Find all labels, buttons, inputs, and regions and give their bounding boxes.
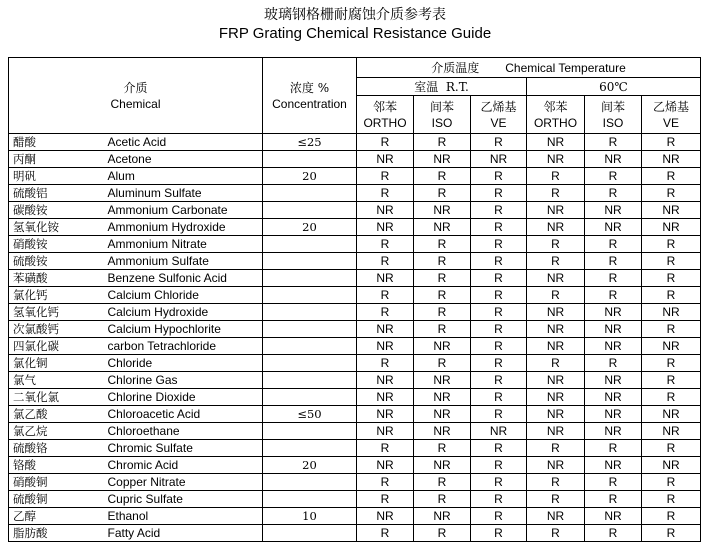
table-row: [9, 423, 701, 440]
chemical-name-en: Calcium Chloride: [106, 287, 263, 304]
rating-cell: R: [585, 253, 642, 270]
table-row: [9, 474, 701, 491]
rating-cell: R: [357, 168, 414, 185]
rating-cell: R: [527, 474, 585, 491]
chemical-name-cn: 苯磺酸: [9, 270, 106, 287]
concentration-cell: 20: [263, 168, 357, 185]
rating-cell: NR: [357, 406, 414, 423]
concentration-cell: [263, 270, 357, 287]
chemical-name-en: Benzene Sulfonic Acid: [106, 270, 263, 287]
header-concentration-cn: 浓度 %: [289, 80, 330, 95]
concentration-cell: [263, 253, 357, 270]
chemical-name-en: Chromic Acid: [106, 457, 263, 474]
chemical-name-en: Aluminum Sulfate: [106, 185, 263, 202]
chemical-name-cn: 硫酸铵: [9, 253, 106, 270]
rating-cell: R: [357, 440, 414, 457]
chemical-name-en: Copper Nitrate: [106, 474, 263, 491]
rating-cell: R: [642, 491, 701, 508]
rating-cell: R: [414, 321, 471, 338]
rating-cell: NR: [585, 457, 642, 474]
concentration-cell: [263, 423, 357, 440]
concentration-cell: [263, 321, 357, 338]
resin-cn: 间苯: [600, 99, 625, 114]
chemical-name-en: Ethanol: [106, 508, 263, 525]
chemical-name-en: Chromic Sulfate: [106, 440, 263, 457]
rating-cell: R: [414, 491, 471, 508]
rating-cell: R: [471, 355, 527, 372]
rating-cell: NR: [585, 304, 642, 321]
chemical-name-cn: 丙酮: [9, 151, 106, 168]
concentration-cell: [263, 287, 357, 304]
rating-cell: R: [414, 185, 471, 202]
rating-cell: NR: [357, 321, 414, 338]
rating-cell: NR: [357, 457, 414, 474]
rating-cell: R: [642, 253, 701, 270]
rating-cell: NR: [527, 508, 585, 525]
chemical-name-cn: 四氯化碳: [9, 338, 106, 355]
rating-cell: R: [642, 389, 701, 406]
rating-cell: R: [642, 525, 701, 542]
table-row: [9, 151, 701, 168]
chemical-name-cn: 氯乙酸: [9, 406, 106, 423]
rating-cell: R: [642, 185, 701, 202]
rating-cell: R: [585, 270, 642, 287]
rating-cell: R: [585, 355, 642, 372]
chemical-name-en: Ammonium Sulfate: [106, 253, 263, 270]
rating-cell: R: [527, 253, 585, 270]
rating-cell: NR: [642, 219, 701, 236]
rating-cell: R: [585, 236, 642, 253]
table-row: [9, 338, 701, 355]
table-row: [9, 185, 701, 202]
chemical-name-en: Cupric Sulfate: [106, 491, 263, 508]
rating-cell: R: [471, 321, 527, 338]
rating-cell: NR: [642, 457, 701, 474]
resin-cn: 乙烯基: [652, 99, 689, 114]
chemical-name-en: Calcium Hypochlorite: [106, 321, 263, 338]
rating-cell: NR: [414, 202, 471, 219]
rating-cell: R: [357, 185, 414, 202]
chemical-name-cn: 硝酸铜: [9, 474, 106, 491]
header-room-temp: [357, 78, 527, 96]
chemical-name-cn: 二氧化氯: [9, 389, 106, 406]
table-row: [9, 219, 701, 236]
rating-cell: NR: [357, 372, 414, 389]
rating-cell: NR: [585, 372, 642, 389]
chemical-name-cn: 氯化铜: [9, 355, 106, 372]
rating-cell: R: [527, 236, 585, 253]
rating-cell: R: [642, 321, 701, 338]
rating-cell: R: [414, 304, 471, 321]
rating-cell: R: [414, 236, 471, 253]
title-block: [0, 0, 710, 43]
resin-en: ISO: [602, 115, 624, 130]
concentration-cell: [263, 440, 357, 457]
concentration-cell: [263, 151, 357, 168]
rating-cell: R: [471, 372, 527, 389]
resin-header: [357, 96, 414, 134]
rating-cell: NR: [357, 151, 414, 168]
table-row: [9, 270, 701, 287]
rating-cell: R: [414, 355, 471, 372]
chemical-name-cn: 明矾: [9, 168, 106, 185]
rating-cell: R: [471, 185, 527, 202]
rating-cell: R: [642, 372, 701, 389]
concentration-cell: [263, 389, 357, 406]
rating-cell: NR: [414, 457, 471, 474]
rating-cell: R: [414, 253, 471, 270]
rating-cell: R: [527, 185, 585, 202]
rating-cell: R: [357, 236, 414, 253]
rating-cell: NR: [527, 134, 585, 151]
rating-cell: NR: [585, 389, 642, 406]
header-concentration: [263, 58, 357, 134]
rating-cell: R: [585, 134, 642, 151]
rating-cell: NR: [585, 151, 642, 168]
rating-cell: R: [642, 440, 701, 457]
rating-cell: R: [471, 491, 527, 508]
rating-cell: R: [585, 185, 642, 202]
rating-cell: NR: [585, 202, 642, 219]
chemical-name-en: Ammonium Nitrate: [106, 236, 263, 253]
header-60c: 60℃: [527, 78, 701, 96]
rating-cell: R: [642, 134, 701, 151]
rating-cell: R: [414, 134, 471, 151]
rating-cell: R: [357, 253, 414, 270]
rating-cell: R: [527, 168, 585, 185]
table-row: [9, 287, 701, 304]
rating-cell: R: [527, 355, 585, 372]
rating-cell: R: [357, 491, 414, 508]
chemical-name-cn: 硫酸铜: [9, 491, 106, 508]
chemical-name-cn: 硝酸铵: [9, 236, 106, 253]
concentration-cell: [263, 491, 357, 508]
resin-en: ORTHO: [363, 115, 407, 130]
rating-cell: R: [527, 491, 585, 508]
chemical-name-cn: 硫酸铝: [9, 185, 106, 202]
concentration-cell: 10: [263, 508, 357, 525]
resin-en: ISO: [431, 115, 453, 130]
rating-cell: NR: [527, 151, 585, 168]
rating-cell: NR: [414, 508, 471, 525]
chemical-name-en: Ammonium Hydroxide: [106, 219, 263, 236]
rating-cell: R: [471, 406, 527, 423]
rating-cell: R: [357, 525, 414, 542]
header-room-temp-cn: 室温: [414, 80, 439, 94]
rating-cell: NR: [642, 304, 701, 321]
table-row: [9, 406, 701, 423]
table-body: [9, 134, 701, 542]
rating-cell: NR: [527, 219, 585, 236]
rating-cell: R: [471, 270, 527, 287]
rating-cell: R: [585, 287, 642, 304]
rating-cell: R: [414, 440, 471, 457]
rating-cell: R: [471, 236, 527, 253]
chemical-name-en: Chloroethane: [106, 423, 263, 440]
rating-cell: R: [585, 525, 642, 542]
concentration-cell: [263, 525, 357, 542]
concentration-cell: [263, 338, 357, 355]
resistance-table: [8, 57, 701, 542]
rating-cell: NR: [414, 389, 471, 406]
concentration-cell: ≤50: [263, 406, 357, 423]
rating-cell: R: [471, 525, 527, 542]
chemical-name-en: Chloride: [106, 355, 263, 372]
rating-cell: R: [642, 236, 701, 253]
resin-header: [642, 96, 701, 134]
resin-header: [527, 96, 585, 134]
rating-cell: R: [642, 270, 701, 287]
rating-cell: R: [471, 474, 527, 491]
resin-cn: 邻苯: [543, 99, 568, 114]
rating-cell: NR: [357, 508, 414, 525]
header-chemical-cn: 介质: [123, 80, 148, 95]
rating-cell: NR: [414, 406, 471, 423]
table-row: [9, 304, 701, 321]
concentration-cell: [263, 236, 357, 253]
rating-cell: R: [414, 525, 471, 542]
rating-cell: R: [642, 168, 701, 185]
table-row: [9, 321, 701, 338]
rating-cell: NR: [471, 423, 527, 440]
concentration-cell: [263, 185, 357, 202]
rating-cell: NR: [642, 338, 701, 355]
rating-cell: NR: [642, 151, 701, 168]
table-row: [9, 253, 701, 270]
rating-cell: R: [471, 134, 527, 151]
rating-cell: NR: [527, 321, 585, 338]
chemical-name-en: Chlorine Gas: [106, 372, 263, 389]
rating-cell: R: [357, 304, 414, 321]
header-concentration-en: Concentration: [272, 96, 347, 111]
concentration-cell: ≤25: [263, 134, 357, 151]
rating-cell: R: [357, 355, 414, 372]
concentration-cell: 20: [263, 219, 357, 236]
rating-cell: NR: [414, 219, 471, 236]
rating-cell: R: [642, 508, 701, 525]
rating-cell: R: [414, 474, 471, 491]
rating-cell: NR: [527, 423, 585, 440]
rating-cell: NR: [357, 270, 414, 287]
rating-cell: R: [585, 440, 642, 457]
resin-en: ORTHO: [533, 115, 578, 130]
rating-cell: NR: [414, 372, 471, 389]
chemical-name-cn: 碳酸铵: [9, 202, 106, 219]
rating-cell: R: [357, 134, 414, 151]
chemical-name-cn: 氯气: [9, 372, 106, 389]
concentration-cell: [263, 372, 357, 389]
header-temperature-en: Chemical Temperature: [505, 61, 626, 75]
rating-cell: NR: [642, 406, 701, 423]
resin-en: VE: [662, 115, 679, 130]
chemical-name-en: Acetic Acid: [106, 134, 263, 151]
rating-cell: R: [414, 168, 471, 185]
rating-cell: R: [357, 287, 414, 304]
rating-cell: R: [471, 389, 527, 406]
resin-header: [471, 96, 527, 134]
rating-cell: R: [471, 440, 527, 457]
rating-cell: NR: [357, 338, 414, 355]
rating-cell: R: [471, 202, 527, 219]
rating-cell: R: [414, 287, 471, 304]
chemical-name-en: carbon Tetrachloride: [106, 338, 263, 355]
rating-cell: R: [471, 253, 527, 270]
rating-cell: R: [471, 508, 527, 525]
table-row: [9, 202, 701, 219]
rating-cell: R: [642, 355, 701, 372]
resin-cn: 邻苯: [372, 99, 397, 114]
table-row: [9, 508, 701, 525]
header-room-temp-en: R.T.: [445, 80, 469, 94]
chemical-name-en: Calcium Hydroxide: [106, 304, 263, 321]
concentration-cell: [263, 304, 357, 321]
table-row: [9, 389, 701, 406]
rating-cell: NR: [642, 202, 701, 219]
chemical-name-cn: 铬酸: [9, 457, 106, 474]
rating-cell: NR: [585, 406, 642, 423]
rating-cell: NR: [527, 406, 585, 423]
header-chemical: [9, 58, 263, 134]
rating-cell: NR: [527, 372, 585, 389]
rating-cell: NR: [527, 389, 585, 406]
chemical-name-cn: 氢氧化钙: [9, 304, 106, 321]
rating-cell: R: [471, 457, 527, 474]
rating-cell: NR: [585, 508, 642, 525]
resin-cn: 间苯: [429, 99, 454, 114]
rating-cell: R: [414, 270, 471, 287]
chemical-name-cn: 氯化钙: [9, 287, 106, 304]
rating-cell: R: [585, 168, 642, 185]
rating-cell: NR: [527, 202, 585, 219]
table-row: [9, 168, 701, 185]
table-row: [9, 457, 701, 474]
concentration-cell: [263, 355, 357, 372]
resin-cn: 乙烯基: [480, 99, 517, 114]
rating-cell: NR: [527, 304, 585, 321]
table-row: [9, 134, 701, 151]
table-row: [9, 525, 701, 542]
table-row: [9, 440, 701, 457]
chemical-name-en: Ammonium Carbonate: [106, 202, 263, 219]
rating-cell: NR: [642, 423, 701, 440]
chemical-name-en: Alum: [106, 168, 263, 185]
chemical-name-cn: 醋酸: [9, 134, 106, 151]
rating-cell: NR: [414, 151, 471, 168]
chemical-name-cn: 脂肪酸: [9, 525, 106, 542]
resin-header: [585, 96, 642, 134]
rating-cell: NR: [357, 423, 414, 440]
rating-cell: NR: [357, 389, 414, 406]
rating-cell: R: [527, 440, 585, 457]
rating-cell: NR: [357, 202, 414, 219]
chemical-name-en: Chlorine Dioxide: [106, 389, 263, 406]
header-temperature-cn: 介质温度: [431, 61, 480, 75]
rating-cell: R: [471, 168, 527, 185]
rating-cell: NR: [527, 338, 585, 355]
chemical-name-cn: 硫酸铬: [9, 440, 106, 457]
rating-cell: NR: [527, 457, 585, 474]
rating-cell: NR: [527, 270, 585, 287]
rating-cell: R: [585, 491, 642, 508]
resin-en: VE: [490, 115, 507, 130]
chemical-name-cn: 氯乙烷: [9, 423, 106, 440]
rating-cell: NR: [414, 338, 471, 355]
rating-cell: NR: [585, 338, 642, 355]
chemical-name-cn: 乙醇: [9, 508, 106, 525]
rating-cell: NR: [585, 423, 642, 440]
rating-cell: R: [527, 525, 585, 542]
rating-cell: NR: [585, 219, 642, 236]
chemical-name-en: Acetone: [106, 151, 263, 168]
concentration-cell: [263, 202, 357, 219]
rating-cell: NR: [357, 219, 414, 236]
chemical-name-en: Chloroacetic Acid: [106, 406, 263, 423]
header-temperature: [357, 58, 701, 78]
table-row: [9, 236, 701, 253]
table-row: [9, 491, 701, 508]
rating-cell: R: [357, 474, 414, 491]
rating-cell: R: [471, 338, 527, 355]
chemical-name-en: Fatty Acid: [106, 525, 263, 542]
table-row: [9, 355, 701, 372]
table-row: [9, 372, 701, 389]
rating-cell: NR: [414, 423, 471, 440]
concentration-cell: 20: [263, 457, 357, 474]
rating-cell: NR: [585, 321, 642, 338]
rating-cell: R: [471, 287, 527, 304]
concentration-cell: [263, 474, 357, 491]
title-english: FRP Grating Chemical Resistance Guide: [218, 25, 492, 42]
rating-cell: R: [642, 474, 701, 491]
rating-cell: R: [471, 304, 527, 321]
rating-cell: R: [471, 219, 527, 236]
rating-cell: NR: [471, 151, 527, 168]
rating-cell: R: [585, 474, 642, 491]
rating-cell: R: [527, 287, 585, 304]
rating-cell: R: [642, 287, 701, 304]
resin-header: [414, 96, 471, 134]
chemical-name-cn: 氢氧化铵: [9, 219, 106, 236]
header-chemical-en: Chemical: [110, 96, 161, 111]
title-chinese: 玻璃钢格栅耐腐蚀介质参考表: [264, 7, 446, 23]
chemical-name-cn: 次氯酸钙: [9, 321, 106, 338]
